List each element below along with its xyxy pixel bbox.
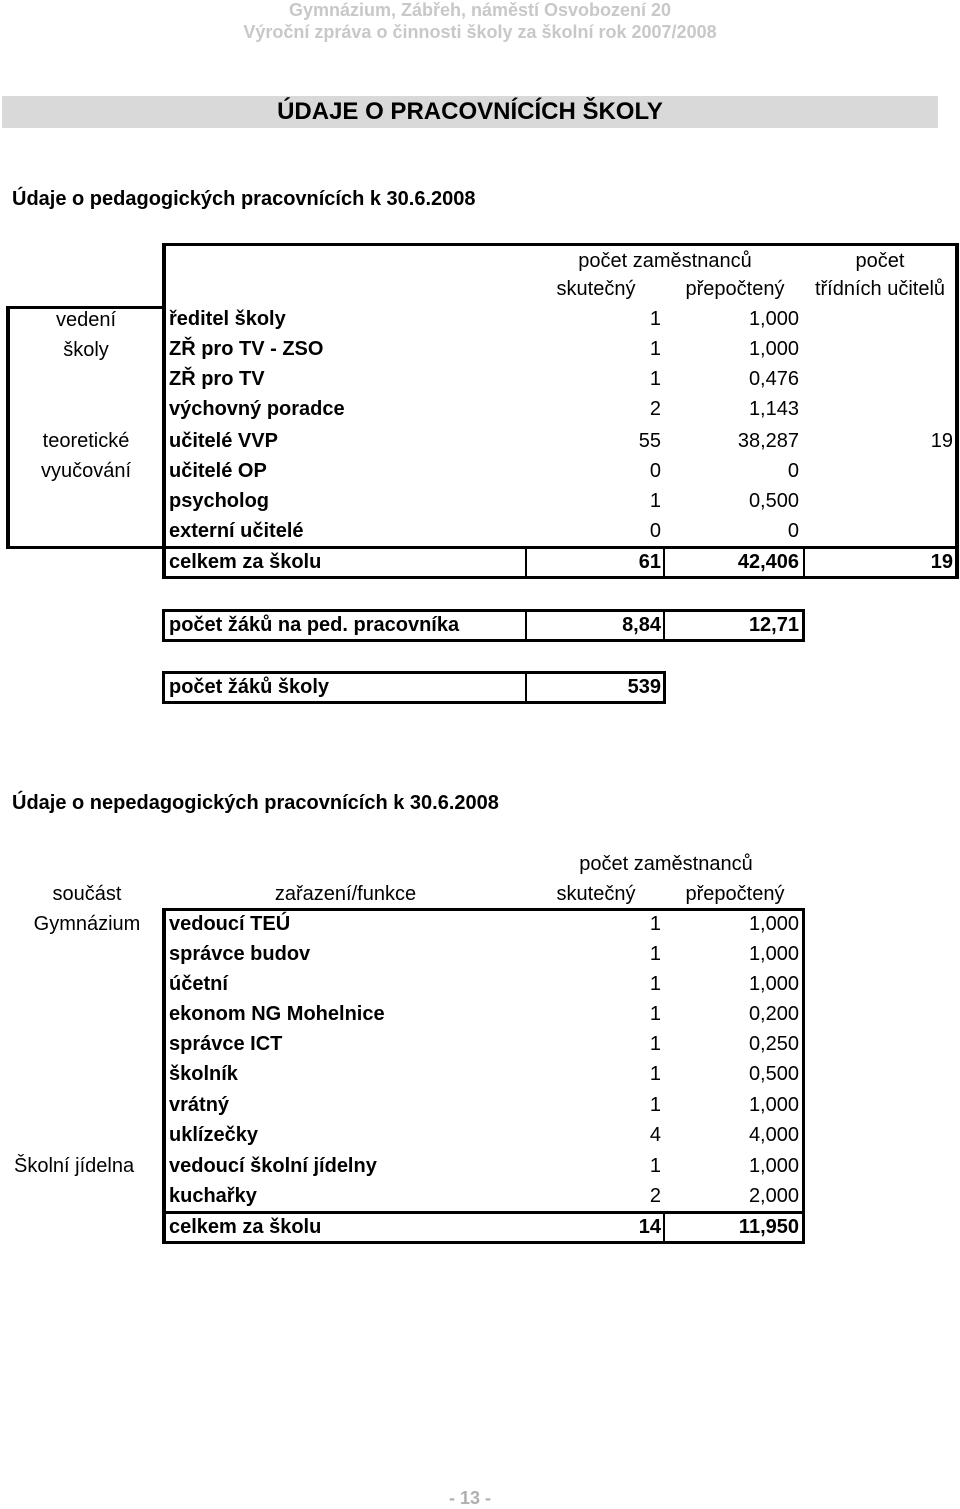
- nonped-row-name: vedoucí TEÚ: [169, 913, 291, 935]
- ped-row-real: 1: [649, 338, 661, 360]
- ped-head-class-2: třídních učitelů: [814, 278, 946, 300]
- ped-row-real: 55: [638, 430, 661, 452]
- nonped-row-name: kuchařky: [169, 1185, 257, 1207]
- ped-section-title: Údaje o pedagogických pracovnících k 30.6.2008: [12, 188, 476, 210]
- nonped-row-conv: 4,000: [748, 1124, 799, 1146]
- ped-row-conv: 38,287: [737, 430, 799, 452]
- ped-head-count: počet zaměstnanců: [578, 250, 752, 272]
- nonped-row-real: 1: [649, 1155, 661, 1177]
- ped-row-name: ZŘ pro TV: [169, 368, 265, 390]
- nonped-row-name: správce budov: [169, 943, 311, 965]
- nonped-row-conv: 1,000: [748, 973, 799, 995]
- nonped-total-name: celkem za školu: [169, 1216, 322, 1238]
- nonped-row-conv: 1,000: [748, 943, 799, 965]
- ped-row-class: 19: [930, 430, 953, 452]
- ped-row-conv: 1,000: [748, 338, 799, 360]
- ped-head-real: skutečný: [556, 278, 636, 300]
- nonped-border-right: [802, 908, 805, 1244]
- nonped-row-real: 1: [649, 1063, 661, 1085]
- ped-row-name: ZŘ pro TV - ZSO: [169, 338, 324, 360]
- nonped-row-real: 1: [649, 1033, 661, 1055]
- ped-row-real: 0: [649, 520, 661, 542]
- nonped-section-title: Údaje o nepedagogických pracovnících k 30.6.2008: [12, 792, 499, 814]
- ped-group-teaching-2: vyučování: [40, 460, 132, 482]
- ped-row-conv: 0,500: [748, 490, 799, 512]
- ped-total-class: 19: [930, 551, 953, 573]
- nonped-row-name: vrátný: [169, 1094, 230, 1116]
- nonped-row-real: 1: [649, 913, 661, 935]
- nonped-row-conv: 0,250: [748, 1033, 799, 1055]
- nonped-total-real: 14: [638, 1216, 661, 1238]
- ped-group-management-1: vedení: [55, 309, 117, 331]
- nonped-row-real: 1: [649, 943, 661, 965]
- ped-row-conv: 0,476: [748, 368, 799, 390]
- nonped-row-conv: 1,000: [748, 1094, 799, 1116]
- ped-row-real: 2: [649, 398, 661, 420]
- ped-row-conv: 1,000: [748, 308, 799, 330]
- ped-row-conv: 1,143: [748, 398, 799, 420]
- header-school-name: Gymnázium, Zábřeh, náměstí Osvobození 20: [288, 0, 672, 20]
- ratio-conv: 12,71: [748, 614, 799, 636]
- page-number: - 13 -: [448, 1488, 491, 1508]
- nonped-total-conv: 11,950: [738, 1216, 799, 1238]
- nonped-row-conv: 1,000: [748, 913, 799, 935]
- ped-row-name: učitelé VVP: [169, 430, 278, 452]
- nonped-row-name: ekonom NG Mohelnice: [169, 1003, 385, 1025]
- pupils-label: počet žáků školy: [169, 676, 330, 698]
- ped-row-conv: 0: [787, 520, 799, 542]
- ratio-label: počet žáků na ped. pracovníka: [169, 614, 460, 636]
- ratio-real: 8,84: [622, 614, 661, 636]
- nonped-border-left: [162, 908, 166, 1244]
- ped-row-real: 1: [649, 490, 661, 512]
- page-title: ÚDAJE O PRACOVNÍCÍCH ŠKOLY: [277, 98, 663, 125]
- ped-row-real: 0: [649, 460, 661, 482]
- nonped-row-real: 1: [649, 1094, 661, 1116]
- header-report-title: Výroční zpráva o činnosti školy za školní rok 2007/2008: [243, 22, 717, 42]
- nonped-part-canteen: Školní jídelna: [14, 1155, 135, 1177]
- ped-row-name: psycholog: [169, 490, 270, 512]
- ped-row-real: 1: [649, 308, 661, 330]
- nonped-head-real: skutečný: [556, 883, 636, 905]
- nonped-head-count: počet zaměstnanců: [579, 853, 753, 875]
- nonped-row-name: školník: [169, 1063, 238, 1085]
- ped-group-teaching-1: teoretické: [42, 430, 130, 452]
- ped-row-name: učitelé OP: [169, 460, 267, 482]
- nonped-row-conv: 0,200: [748, 1003, 799, 1025]
- pupils-value: 539: [627, 676, 661, 698]
- ped-row-name: externí učitelé: [169, 520, 304, 542]
- nonped-row-name: správce ICT: [169, 1033, 283, 1055]
- nonped-row-conv: 0,500: [748, 1063, 799, 1085]
- nonped-row-conv: 1,000: [748, 1155, 799, 1177]
- nonped-border-bottom: [162, 1241, 805, 1244]
- nonped-row-name: vedoucí školní jídelny: [169, 1155, 377, 1177]
- ped-total-real: 61: [638, 551, 661, 573]
- ped-row-conv: 0: [787, 460, 799, 482]
- ped-row-name: ředitel školy: [169, 308, 286, 330]
- nonped-head-conv: přepočtený: [685, 883, 785, 905]
- ped-total-name: celkem za školu: [169, 551, 322, 573]
- ped-head-conv: přepočtený: [685, 278, 785, 300]
- nonped-head-role: zařazení/funkce: [274, 883, 417, 905]
- nonped-row-conv: 2,000: [748, 1185, 799, 1207]
- nonped-row-real: 2: [649, 1185, 661, 1207]
- nonped-part-gymnasium: Gymnázium: [33, 913, 141, 935]
- nonped-row-real: 1: [649, 973, 661, 995]
- nonped-head-part: součást: [52, 883, 122, 905]
- nonped-row-real: 1: [649, 1003, 661, 1025]
- ped-row-name: výchovný poradce: [169, 398, 345, 420]
- nonped-row-name: uklízečky: [169, 1124, 258, 1146]
- ped-group-management-2: školy: [63, 339, 109, 361]
- nonped-row-real: 4: [649, 1124, 661, 1146]
- ped-head-class-1: počet: [855, 250, 905, 272]
- ped-total-conv: 42,406: [737, 551, 799, 573]
- nonped-row-name: účetní: [169, 973, 228, 995]
- ped-row-real: 1: [649, 368, 661, 390]
